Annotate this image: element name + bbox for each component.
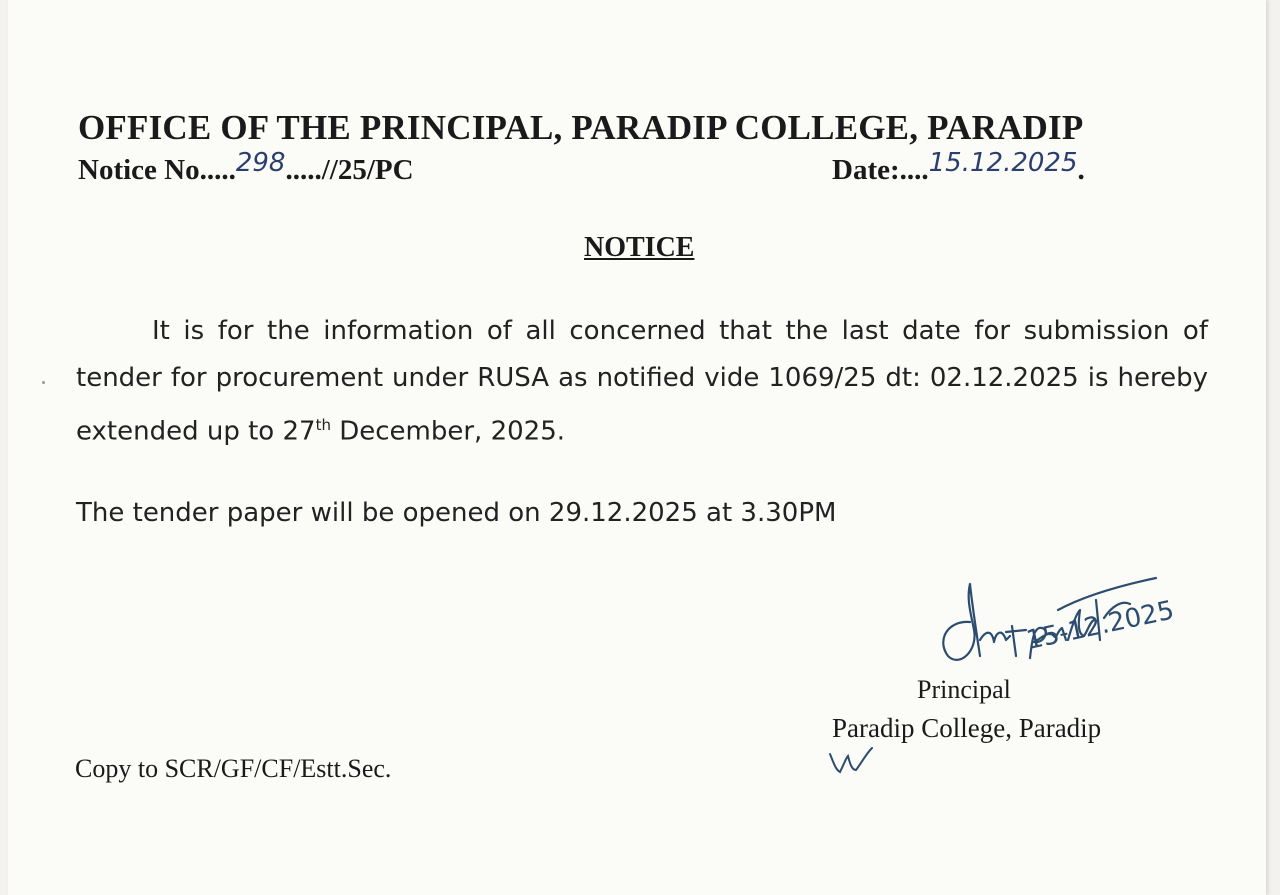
signatory-designation: Principal [917, 675, 1011, 704]
notice-number-suffix: .....//25/PC [285, 154, 414, 186]
signature-stroke-3 [1006, 626, 1026, 656]
office-heading: OFFICE OF THE PRINCIPAL, PARADIP COLLEGE, PARADIP [78, 108, 1084, 147]
date-line [832, 148, 1085, 187]
notice-number-handwritten: 298 [235, 148, 286, 178]
signature-stroke-1 [943, 584, 980, 660]
signature-date-handwritten: 15-12.2025 [1023, 595, 1177, 656]
notice-number-line [78, 148, 414, 187]
date-prefix: Date:.... [832, 154, 929, 186]
notice-paper [8, 0, 1266, 895]
paragraph-1-text: It is for the information of all concerned that the last date for submission of tender for procurement under RUSA as notified vide 1069/25 dt: 02.12.2025 is hereby extended up to 27 [76, 316, 1208, 447]
date-suffix: . [1077, 154, 1085, 186]
date-handwritten: 15.12.2025 [928, 148, 1078, 178]
paragraph-1-end: December, 2025. [330, 416, 566, 447]
signature-stroke-2 [980, 633, 1010, 642]
notice-paragraph-2: The tender paper will be opened on 29.12.2025 at 3.30PM [76, 498, 837, 528]
stray-mark [42, 381, 45, 384]
signatory-institution: Paradip College, Paradip [832, 713, 1102, 743]
notice-title: NOTICE [584, 232, 695, 263]
copy-to-line: Copy to SCR/GF/CF/Estt.Sec. [75, 754, 392, 783]
notice-paragraph-1 [76, 308, 1208, 456]
ordinal-suffix: th [315, 416, 331, 434]
notice-number-prefix: Notice No..... [78, 154, 236, 186]
initials-mark [826, 744, 876, 778]
